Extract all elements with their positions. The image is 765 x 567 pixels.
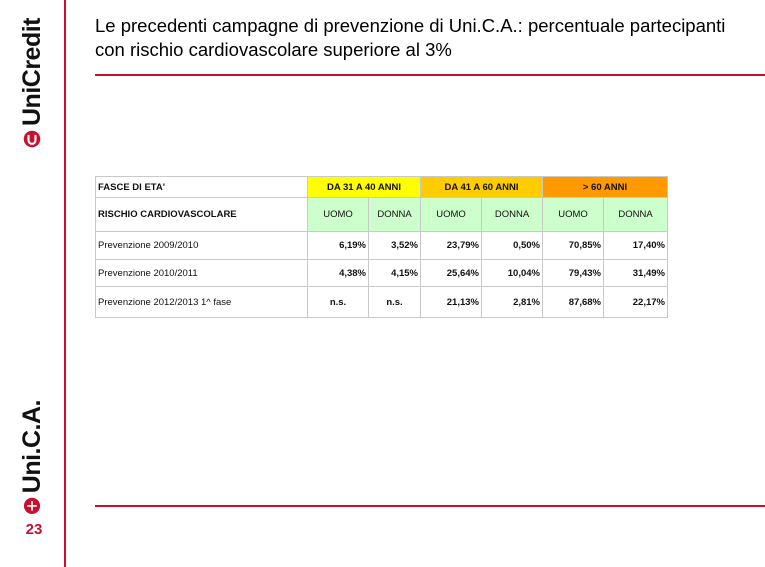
- gender-header: DONNA: [604, 198, 668, 232]
- table-header-age-groups: [96, 177, 668, 198]
- age-group-31-40: DA 31 A 40 ANNI: [308, 177, 421, 198]
- table-cell: 31,49%: [604, 260, 668, 287]
- row-label: Prevenzione 2010/2011: [96, 260, 308, 287]
- table-cell: 22,17%: [604, 287, 668, 318]
- table-cell: 6,19%: [308, 232, 369, 260]
- gender-header: UOMO: [308, 198, 369, 232]
- age-group-41-60: DA 41 A 60 ANNI: [421, 177, 543, 198]
- row-label: Prevenzione 2012/2013 1^ fase: [96, 287, 308, 318]
- table-cell: 23,79%: [421, 232, 482, 260]
- left-divider-line: [64, 0, 66, 567]
- table-cell: n.s.: [369, 287, 421, 318]
- gender-header: UOMO: [543, 198, 604, 232]
- table-row: [96, 260, 668, 287]
- table-cell: n.s.: [308, 287, 369, 318]
- unicredit-brand: [14, 18, 50, 148]
- age-groups-label: FASCE DI ETA': [96, 177, 308, 198]
- page-title: Le precedenti campagne di prevenzione di Uni.C.A.: percentuale partecipanti con rischio cardiovascolare superiore al 3%: [95, 15, 726, 60]
- risk-table: [95, 176, 668, 318]
- title-underline: [95, 74, 765, 76]
- table-cell: 21,13%: [421, 287, 482, 318]
- unica-wordmark: Uni.C.A.: [18, 400, 46, 494]
- unica-brand: [14, 400, 50, 515]
- risk-label: RISCHIO CARDIOVASCOLARE: [96, 198, 308, 232]
- table-cell: 4,38%: [308, 260, 369, 287]
- table-cell: 4,15%: [369, 260, 421, 287]
- table-cell: 25,64%: [421, 260, 482, 287]
- row-label: Prevenzione 2009/2010: [96, 232, 308, 260]
- gender-header: UOMO: [421, 198, 482, 232]
- table-cell: 79,43%: [543, 260, 604, 287]
- age-group-over-60: > 60 ANNI: [543, 177, 668, 198]
- gender-header: DONNA: [369, 198, 421, 232]
- table-cell: 87,68%: [543, 287, 604, 318]
- unica-logo-icon: [20, 497, 44, 515]
- table-cell: 2,81%: [482, 287, 543, 318]
- table-cell: 10,04%: [482, 260, 543, 287]
- table-header-gender: [96, 198, 668, 232]
- table-cell: 0,50%: [482, 232, 543, 260]
- table-cell: 3,52%: [369, 232, 421, 260]
- table-row: [96, 287, 668, 318]
- page-number: 23: [25, 521, 43, 538]
- risk-table-container: [95, 176, 668, 318]
- table-cell: 17,40%: [604, 232, 668, 260]
- footer-line: [95, 505, 765, 507]
- gender-header: DONNA: [482, 198, 543, 232]
- unicredit-wordmark: UniCredit: [18, 18, 46, 126]
- table-row: [96, 232, 668, 260]
- table-cell: 70,85%: [543, 232, 604, 260]
- unicredit-logo-icon: [19, 130, 45, 148]
